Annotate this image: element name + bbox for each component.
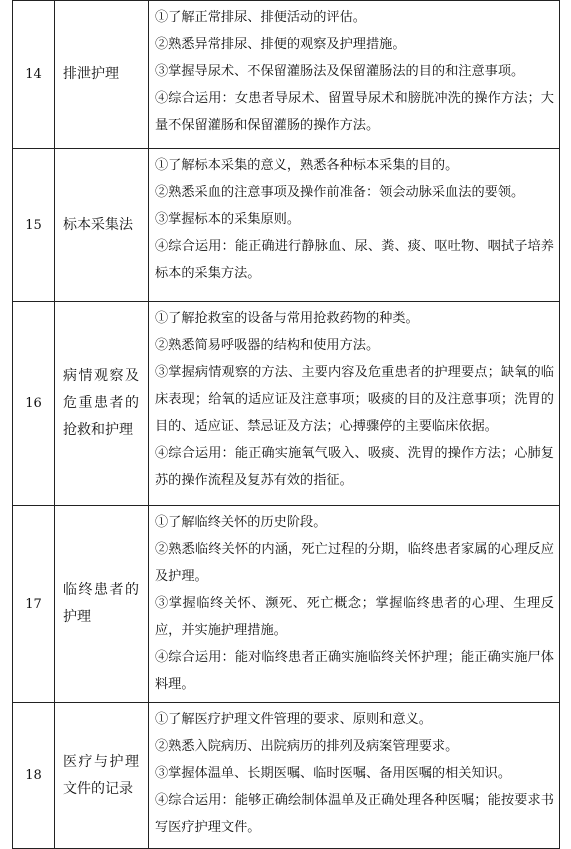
content-item: ①了解临终关怀的历史阶段。 bbox=[155, 515, 327, 530]
content-item: ③掌握临终关怀、濒死、死亡概念；掌握临终患者的心理、生理反应，并实施护理措施。 bbox=[155, 596, 554, 638]
row-topic bbox=[55, 302, 149, 506]
row-topic-text: 排泄护理 bbox=[63, 66, 119, 82]
content-item: ④综合运用：能正确实施氧气吸入、吸痰、洗胃的操作方法；心肺复苏的操作流程及复苏有效的指征。 bbox=[155, 446, 554, 488]
row-content bbox=[149, 703, 560, 849]
content-item: ②熟悉简易呼吸器的结构和使用方法。 bbox=[155, 338, 380, 353]
content-item: ④综合运用：能正确进行静脉血、尿、粪、痰、呕吐物、咽拭子培养标本的采集方法。 bbox=[155, 239, 554, 281]
content-item: ③掌握标本的采集原则。 bbox=[155, 212, 301, 227]
row-topic-text: 医疗与护理文件的记录 bbox=[63, 753, 139, 797]
table-row bbox=[13, 149, 560, 302]
row-topic bbox=[55, 506, 149, 703]
content-item: ①了解正常排尿、排便活动的评估。 bbox=[155, 10, 366, 25]
row-topic-text: 标本采集法 bbox=[63, 216, 133, 233]
content-item: ②熟悉采血的注意事项及操作前准备：领会动脉采血法的要领。 bbox=[155, 185, 525, 200]
table-row bbox=[13, 302, 560, 506]
syllabus-table bbox=[12, 0, 560, 849]
row-content bbox=[149, 149, 560, 302]
row-topic bbox=[55, 703, 149, 849]
row-content bbox=[149, 506, 560, 703]
row-number: 15 bbox=[13, 149, 55, 302]
row-topic-text: 病情观察及危重患者的抢救和护理 bbox=[63, 368, 139, 438]
content-item: ①了解标本采集的意义，熟悉各种标本采集的目的。 bbox=[155, 158, 459, 173]
content-item: ③掌握导尿术、不保留灌肠法及保留灌肠法的目的和注意事项。 bbox=[155, 64, 525, 79]
content-item: ①了解抢救室的设备与常用抢救药物的种类。 bbox=[155, 311, 419, 326]
row-number: 18 bbox=[13, 703, 55, 849]
content-item: ②熟悉异常排尿、排便的观察及护理措施。 bbox=[155, 37, 406, 52]
row-number: 17 bbox=[13, 506, 55, 703]
content-item: ②熟悉入院病历、出院病历的排列及病案管理要求。 bbox=[155, 739, 459, 754]
table-row bbox=[13, 1, 560, 149]
table-row bbox=[13, 703, 560, 849]
content-item: ④综合运用：女患者导尿术、留置导尿术和膀胱冲洗的操作方法；大量不保留灌肠和保留灌肠的操作方法。 bbox=[155, 91, 554, 133]
content-item: ②熟悉临终关怀的内涵，死亡过程的分期，临终患者家属的心理反应及护理。 bbox=[155, 542, 554, 584]
row-topic-text: 临终患者的护理 bbox=[63, 582, 139, 625]
row-content bbox=[149, 302, 560, 506]
row-topic bbox=[55, 149, 149, 302]
content-item: ③掌握病情观察的方法、主要内容及危重患者的护理要点；缺氧的临床表现；给氧的适应证及注意事项；吸痰的目的及注意事项；洗胃的目的、适应证、禁忌证及方法；心搏骤停的主要临床依据。 bbox=[155, 365, 554, 434]
row-number: 14 bbox=[13, 1, 55, 149]
content-item: ①了解医疗护理文件管理的要求、原则和意义。 bbox=[155, 712, 432, 727]
row-number: 16 bbox=[13, 302, 55, 506]
content-item: ④综合运用：能对临终患者正确实施临终关怀护理；能正确实施尸体料理。 bbox=[155, 650, 554, 692]
table-row bbox=[13, 506, 560, 703]
content-item: ③掌握体温单、长期医嘱、临时医嘱、备用医嘱的相关知识。 bbox=[155, 766, 512, 781]
row-content bbox=[149, 1, 560, 149]
content-item: ④综合运用：能够正确绘制体温单及正确处理各种医嘱；能按要求书写医疗护理文件。 bbox=[155, 793, 554, 835]
row-topic bbox=[55, 1, 149, 149]
